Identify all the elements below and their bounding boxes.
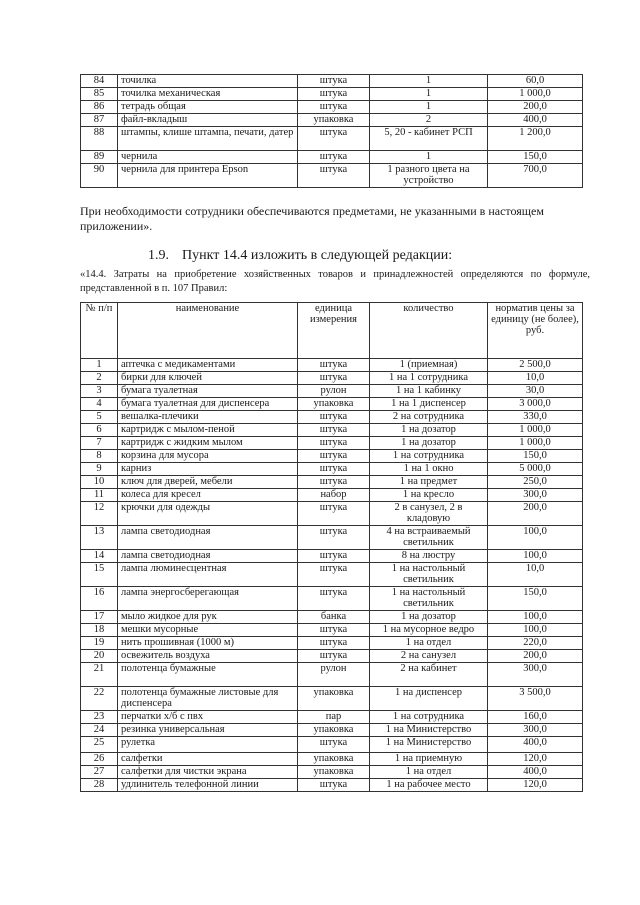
item-quantity: 1 на кресло	[370, 489, 488, 502]
item-name: карниз	[118, 463, 298, 476]
table-row	[81, 75, 583, 88]
header-quantity: количество	[370, 303, 488, 359]
row-number: 3	[81, 385, 118, 398]
item-unit: штука	[298, 101, 370, 114]
supplies-table-body	[81, 75, 583, 188]
item-price: 100,0	[488, 611, 583, 624]
item-name: файл-вкладыш	[118, 114, 298, 127]
item-quantity: 1 на 1 диспенсер	[370, 398, 488, 411]
row-number: 4	[81, 398, 118, 411]
item-price: 10,0	[488, 563, 583, 587]
item-quantity: 1 на 1 сотрудника	[370, 372, 488, 385]
item-price: 400,0	[488, 737, 583, 753]
table-row	[81, 587, 583, 611]
table-row	[81, 114, 583, 127]
item-quantity: 1 на настольный светильник	[370, 587, 488, 611]
item-price: 300,0	[488, 724, 583, 737]
item-name: бумага туалетная	[118, 385, 298, 398]
item-price: 1 000,0	[488, 424, 583, 437]
row-number: 89	[81, 151, 118, 164]
item-price: 3 000,0	[488, 398, 583, 411]
item-unit: штука	[298, 437, 370, 450]
item-unit: штука	[298, 650, 370, 663]
item-name: чернила	[118, 151, 298, 164]
item-unit: упаковка	[298, 687, 370, 711]
row-number: 16	[81, 587, 118, 611]
table-row	[81, 450, 583, 463]
item-unit: штука	[298, 637, 370, 650]
row-number: 20	[81, 650, 118, 663]
supplies-table-continued	[80, 74, 583, 188]
row-number: 7	[81, 437, 118, 450]
table-row	[81, 766, 583, 779]
item-name: точилка механическая	[118, 88, 298, 101]
item-quantity: 2 на сотрудника	[370, 411, 488, 424]
item-quantity: 4 на встраиваемый светильник	[370, 526, 488, 550]
item-unit: штука	[298, 476, 370, 489]
table-row	[81, 663, 583, 687]
item-quantity: 1	[370, 88, 488, 101]
header-number: № п/п	[81, 303, 118, 359]
table-row	[81, 385, 583, 398]
table-row	[81, 411, 583, 424]
item-unit: штука	[298, 88, 370, 101]
item-price: 1 000,0	[488, 437, 583, 450]
item-name: аптечка с медикаментами	[118, 359, 298, 372]
item-quantity: 2 на кабинет	[370, 663, 488, 687]
row-number: 15	[81, 563, 118, 587]
item-unit: штука	[298, 75, 370, 88]
row-number: 25	[81, 737, 118, 753]
item-quantity: 1	[370, 101, 488, 114]
row-number: 2	[81, 372, 118, 385]
item-unit: штука	[298, 587, 370, 611]
item-quantity: 1 на 1 кабинку	[370, 385, 488, 398]
table-row	[81, 101, 583, 114]
item-quantity: 2 в санузел, 2 в кладовую	[370, 502, 488, 526]
item-unit: штука	[298, 424, 370, 437]
item-quantity: 1 на рабочее место	[370, 779, 488, 792]
item-price: 200,0	[488, 650, 583, 663]
row-number: 14	[81, 550, 118, 563]
item-name: колеса для кресел	[118, 489, 298, 502]
row-number: 24	[81, 724, 118, 737]
table-row	[81, 476, 583, 489]
header-unit: единица измерения	[298, 303, 370, 359]
table-row	[81, 151, 583, 164]
item-name: лампа энергосберегающая	[118, 587, 298, 611]
item-name: мешки мусорные	[118, 624, 298, 637]
row-number: 87	[81, 114, 118, 127]
table-row	[81, 127, 583, 151]
table-row	[81, 88, 583, 101]
item-unit: пар	[298, 711, 370, 724]
table-row	[81, 687, 583, 711]
row-number: 9	[81, 463, 118, 476]
row-number: 28	[81, 779, 118, 792]
section-number: 1.9.	[148, 248, 169, 263]
item-name: резинка универсальная	[118, 724, 298, 737]
section-title: Пункт 14.4 изложить в следующей редакции:	[182, 248, 453, 263]
item-name: полотенца бумажные	[118, 663, 298, 687]
household-goods-table-body	[81, 359, 583, 792]
row-number: 23	[81, 711, 118, 724]
table-row	[81, 624, 583, 637]
item-name: бумага туалетная для диспенсера	[118, 398, 298, 411]
item-unit: упаковка	[298, 766, 370, 779]
item-price: 1 200,0	[488, 127, 583, 151]
item-unit: рулон	[298, 385, 370, 398]
item-price: 200,0	[488, 101, 583, 114]
item-price: 200,0	[488, 502, 583, 526]
item-quantity: 1 на сотрудника	[370, 450, 488, 463]
item-name: ключ для дверей, мебели	[118, 476, 298, 489]
item-price: 220,0	[488, 637, 583, 650]
row-number: 5	[81, 411, 118, 424]
row-number: 90	[81, 164, 118, 188]
item-price: 250,0	[488, 476, 583, 489]
item-unit: набор	[298, 489, 370, 502]
item-unit: штука	[298, 737, 370, 753]
table-row	[81, 753, 583, 766]
item-name: штампы, клише штампа, печати, датер	[118, 127, 298, 151]
item-name: картридж с жидким мылом	[118, 437, 298, 450]
item-unit: штука	[298, 526, 370, 550]
row-number: 86	[81, 101, 118, 114]
table-row	[81, 550, 583, 563]
table-row	[81, 164, 583, 188]
header-price: норматив цены за единицу (не более), руб.	[488, 303, 583, 359]
item-unit: штука	[298, 624, 370, 637]
item-unit: штука	[298, 127, 370, 151]
row-number: 19	[81, 637, 118, 650]
row-number: 11	[81, 489, 118, 502]
table-row	[81, 711, 583, 724]
item-unit: штука	[298, 359, 370, 372]
item-name: лампа люминесцентная	[118, 563, 298, 587]
row-number: 85	[81, 88, 118, 101]
item-price: 5 000,0	[488, 463, 583, 476]
item-price: 400,0	[488, 766, 583, 779]
item-quantity: 1 на сотрудника	[370, 711, 488, 724]
item-quantity: 1	[370, 75, 488, 88]
item-price: 300,0	[488, 489, 583, 502]
item-price: 10,0	[488, 372, 583, 385]
item-quantity: 1 на 1 окно	[370, 463, 488, 476]
item-unit: штука	[298, 502, 370, 526]
table-row	[81, 526, 583, 550]
item-quantity: 1 на настольный светильник	[370, 563, 488, 587]
row-number: 21	[81, 663, 118, 687]
row-number: 27	[81, 766, 118, 779]
row-number: 6	[81, 424, 118, 437]
intro-paragraph: «14.4. Затраты на приобретение хозяйственных товаров и принадлежностей определяются по формуле, представленной в п. 107 Правил:	[80, 269, 590, 294]
item-price: 30,0	[488, 385, 583, 398]
item-name: бирки для ключей	[118, 372, 298, 385]
table-row	[81, 437, 583, 450]
item-price: 150,0	[488, 450, 583, 463]
item-quantity: 1 на диспенсер	[370, 687, 488, 711]
item-quantity: 1 на дозатор	[370, 424, 488, 437]
item-name: вешалка-плечики	[118, 411, 298, 424]
row-number: 88	[81, 127, 118, 151]
row-number: 12	[81, 502, 118, 526]
item-quantity: 1 на приемную	[370, 753, 488, 766]
table-row	[81, 737, 583, 753]
row-number: 1	[81, 359, 118, 372]
row-number: 26	[81, 753, 118, 766]
item-name: салфетки	[118, 753, 298, 766]
header-name: наименование	[118, 303, 298, 359]
row-number: 13	[81, 526, 118, 550]
table-row	[81, 650, 583, 663]
item-name: крючки для одежды	[118, 502, 298, 526]
item-name: картридж с мылом-пеной	[118, 424, 298, 437]
row-number: 84	[81, 75, 118, 88]
section-heading	[148, 248, 452, 263]
item-quantity: 1 на дозатор	[370, 611, 488, 624]
item-unit: штука	[298, 450, 370, 463]
item-quantity: 1 на отдел	[370, 637, 488, 650]
item-price: 120,0	[488, 779, 583, 792]
item-price: 1 000,0	[488, 88, 583, 101]
table-row	[81, 359, 583, 372]
table-row	[81, 424, 583, 437]
item-name: тетрадь общая	[118, 101, 298, 114]
item-name: лампа светодиодная	[118, 526, 298, 550]
table-row	[81, 563, 583, 587]
item-unit: штука	[298, 151, 370, 164]
table-row	[81, 463, 583, 476]
item-name: салфетки для чистки экрана	[118, 766, 298, 779]
item-quantity: 1 на отдел	[370, 766, 488, 779]
item-unit: штука	[298, 779, 370, 792]
item-name: рулетка	[118, 737, 298, 753]
item-unit: рулон	[298, 663, 370, 687]
row-number: 18	[81, 624, 118, 637]
item-name: мыло жидкое для рук	[118, 611, 298, 624]
item-price: 150,0	[488, 151, 583, 164]
item-name: точилка	[118, 75, 298, 88]
item-name: полотенца бумажные листовые для диспенсера	[118, 687, 298, 711]
row-number: 22	[81, 687, 118, 711]
item-quantity: 2	[370, 114, 488, 127]
item-price: 100,0	[488, 550, 583, 563]
item-name: корзина для мусора	[118, 450, 298, 463]
item-unit: упаковка	[298, 398, 370, 411]
item-unit: упаковка	[298, 753, 370, 766]
item-price: 300,0	[488, 663, 583, 687]
item-quantity: 1	[370, 151, 488, 164]
table-header-row	[81, 303, 583, 359]
item-name: удлинитель телефонной линии	[118, 779, 298, 792]
item-quantity: 8 на люстру	[370, 550, 488, 563]
item-quantity: 5, 20 - кабинет РСП	[370, 127, 488, 151]
item-quantity: 1 на дозатор	[370, 437, 488, 450]
item-name: перчатки х/б с пвх	[118, 711, 298, 724]
table-row	[81, 398, 583, 411]
row-number: 17	[81, 611, 118, 624]
item-quantity: 1 на Министерство	[370, 724, 488, 737]
table-row	[81, 611, 583, 624]
table-row	[81, 372, 583, 385]
table-row	[81, 779, 583, 792]
item-unit: банка	[298, 611, 370, 624]
item-price: 700,0	[488, 164, 583, 188]
item-price: 3 500,0	[488, 687, 583, 711]
item-name: лампа светодиодная	[118, 550, 298, 563]
item-quantity: 2 на санузел	[370, 650, 488, 663]
item-unit: штука	[298, 463, 370, 476]
item-unit: штука	[298, 563, 370, 587]
item-price: 100,0	[488, 526, 583, 550]
item-price: 400,0	[488, 114, 583, 127]
item-quantity: 1 (приемная)	[370, 359, 488, 372]
item-unit: упаковка	[298, 114, 370, 127]
item-quantity: 1 разного цвета на устройство	[370, 164, 488, 188]
item-name: нить прошивная (1000 м)	[118, 637, 298, 650]
row-number: 10	[81, 476, 118, 489]
item-quantity: 1 на предмет	[370, 476, 488, 489]
item-price: 2 500,0	[488, 359, 583, 372]
item-quantity: 1 на Министерство	[370, 737, 488, 753]
table-row	[81, 489, 583, 502]
note-paragraph: При необходимости сотрудники обеспечиваются предметами, не указанными в настоящем приложении».	[80, 204, 544, 233]
item-price: 60,0	[488, 75, 583, 88]
household-goods-table	[80, 302, 583, 792]
item-price: 100,0	[488, 624, 583, 637]
item-unit: штука	[298, 550, 370, 563]
item-name: освежитель воздуха	[118, 650, 298, 663]
item-unit: штука	[298, 411, 370, 424]
item-price: 150,0	[488, 587, 583, 611]
item-quantity: 1 на мусорное ведро	[370, 624, 488, 637]
table-row	[81, 724, 583, 737]
table-row	[81, 502, 583, 526]
row-number: 8	[81, 450, 118, 463]
item-unit: штука	[298, 372, 370, 385]
table-row	[81, 637, 583, 650]
item-price: 330,0	[488, 411, 583, 424]
item-price: 160,0	[488, 711, 583, 724]
item-name: чернила для принтера Epson	[118, 164, 298, 188]
item-unit: штука	[298, 164, 370, 188]
item-price: 120,0	[488, 753, 583, 766]
item-unit: упаковка	[298, 724, 370, 737]
